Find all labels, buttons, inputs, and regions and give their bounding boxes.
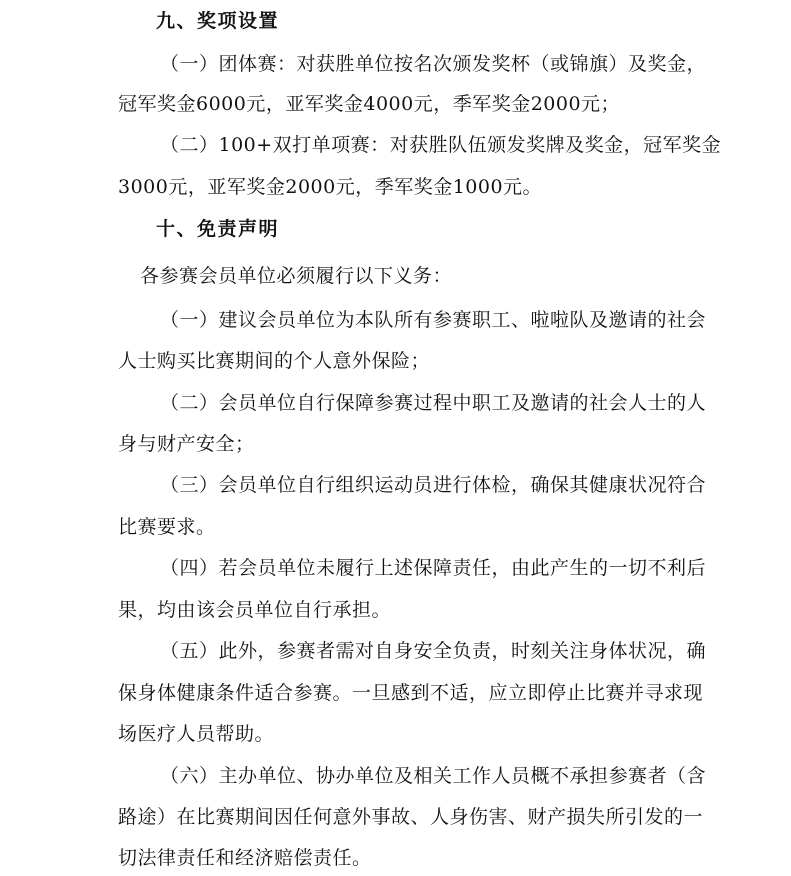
paragraph-lead: 各参赛会员单位必须履行以下义务：: [140, 265, 453, 287]
paragraph-line: （一）团体赛：对获胜单位按名次颁发奖杯（或锦旗）及奖金，: [160, 53, 707, 75]
paragraph-line: 冠军奖金6000元，亚军奖金4000元，季军奖金2000元；: [118, 93, 621, 115]
list-item-line: 比赛要求。: [118, 516, 216, 538]
paragraph-line: 3000元，亚军奖金2000元，季军奖金1000元。: [118, 176, 543, 198]
paragraph-line: （二）100+双打单项赛：对获胜队伍颁发奖牌及奖金，冠军奖金: [160, 134, 722, 156]
list-item-line: （一）建议会员单位为本队所有参赛职工、啦啦队及邀请的社会: [160, 309, 707, 331]
list-item-line: 路途）在比赛期间因任何意外事故、人身伤害、财产损失所引发的一: [118, 806, 704, 828]
list-item-line: （三）会员单位自行组织运动员进行体检，确保其健康状况符合: [160, 474, 707, 496]
list-item-line: 切法律责任和经济赔偿责任。: [118, 847, 372, 869]
section-heading-awards: 九、奖项设置: [156, 10, 280, 32]
list-item-line: 人士购买比赛期间的个人意外保险；: [118, 350, 431, 372]
list-item-line: （二）会员单位自行保障参赛过程中职工及邀请的社会人士的人: [160, 392, 707, 414]
list-item-line: 果，均由该会员单位自行承担。: [118, 599, 392, 621]
section-heading-disclaimer: 十、免责声明: [156, 218, 280, 240]
list-item-line: 保身体健康条件适合参赛。一旦感到不适，应立即停止比赛并寻求现: [118, 682, 704, 704]
list-item-line: 身与财产安全；: [118, 433, 255, 455]
list-item-line: （五）此外，参赛者需对自身安全负责，时刻关注身体状况，确: [160, 640, 707, 662]
list-item-line: （四）若会员单位未履行上述保障责任，由此产生的一切不利后: [160, 557, 707, 579]
list-item-line: 场医疗人员帮助。: [118, 723, 275, 745]
list-item-line: （六）主办单位、协办单位及相关工作人员概不承担参赛者（含: [160, 765, 707, 787]
